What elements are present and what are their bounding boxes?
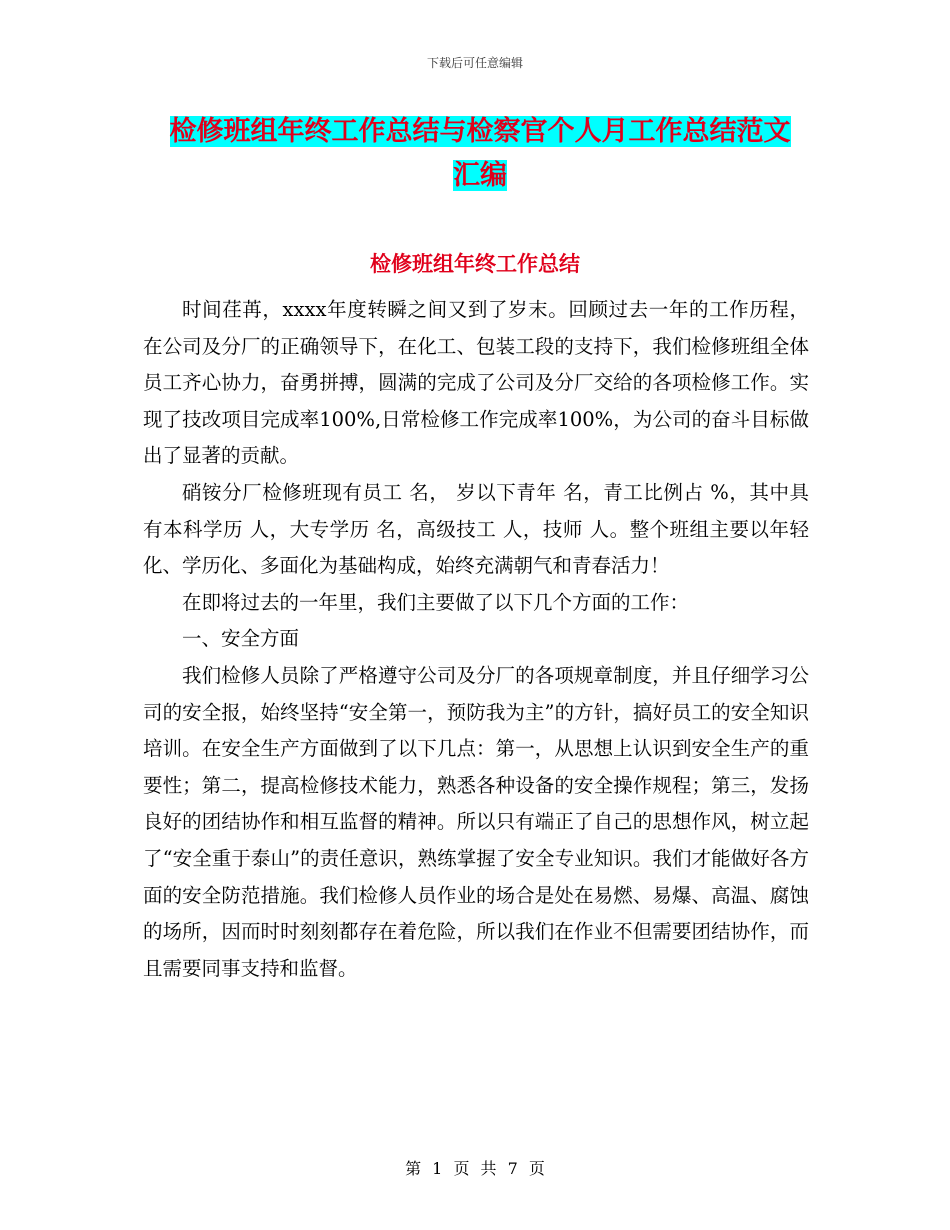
paragraph-intro: 时间荏苒，xxxx年度转瞬之间又到了岁末。回顾过去一年的工作历程，在公司及分厂的正确领导下，在化工、包装工段的支持下，我们检修班组全体员工齐心协力，奋勇拼搏，圆满的完成了公司及分厂交给的各项检修工作。实现了技改项目完成率100%,日常检修工作完成率100%，为公司的奋斗目标做出了显著的贡献。 (143, 298, 809, 468)
document-title-line-2: 汇编 (453, 160, 507, 191)
document-title-line-1: 检修班组年终工作总结与检察官个人月工作总结范文 (169, 116, 791, 147)
paragraph-heading-safety: 一、安全方面 (182, 627, 300, 651)
page-footer: 第 1 页 共 7 页 (405, 1159, 545, 1178)
paragraph-safety: 我们检修人员除了严格遵守公司及分厂的各项规章制度，并且仔细学习公司的安全报，始终坚持“安全第一，预防我为主”的方针，搞好员工的安全知识培训。在安全生产方面做到了以下几点：第一，从思想上认识到安全生产的重要性；第二，提高检修技术能力，熟悉各种设备的安全操作规程；第三，发扬良好的团结协作和相互监督的精神。所以只有端正了自己的思想作风，树立起了“安全重于泰山”的责任意识，熟练掌握了安全专业知识。我们才能做好各方面的安全防范措施。我们检修人员作业的场合是处在易燃、易爆、高温、腐蚀的场所，因而时时刻刻都存在着危险，所以我们在作业不但需要团结协作，而且需要同事支持和监督。 (143, 663, 809, 980)
document-body (143, 292, 809, 987)
paragraph-overview: 在即将过去的一年里，我们主要做了以下几个方面的工作： (182, 590, 690, 614)
section-title: 检修班组年终工作总结 (370, 252, 580, 276)
header-note: 下载后可任意编辑 (426, 56, 523, 70)
document-title (140, 110, 820, 198)
paragraph-staff: 硝铵分厂检修班现有员工 名， 岁以下青年 名，青工比例占 %，其中具有本科学历 人，大专学历 名，高级技工 人，技师 人。整个班组主要以年轻化、学历化、多面化为基础构成，始终充满朝气和青春活力！ (143, 480, 809, 578)
